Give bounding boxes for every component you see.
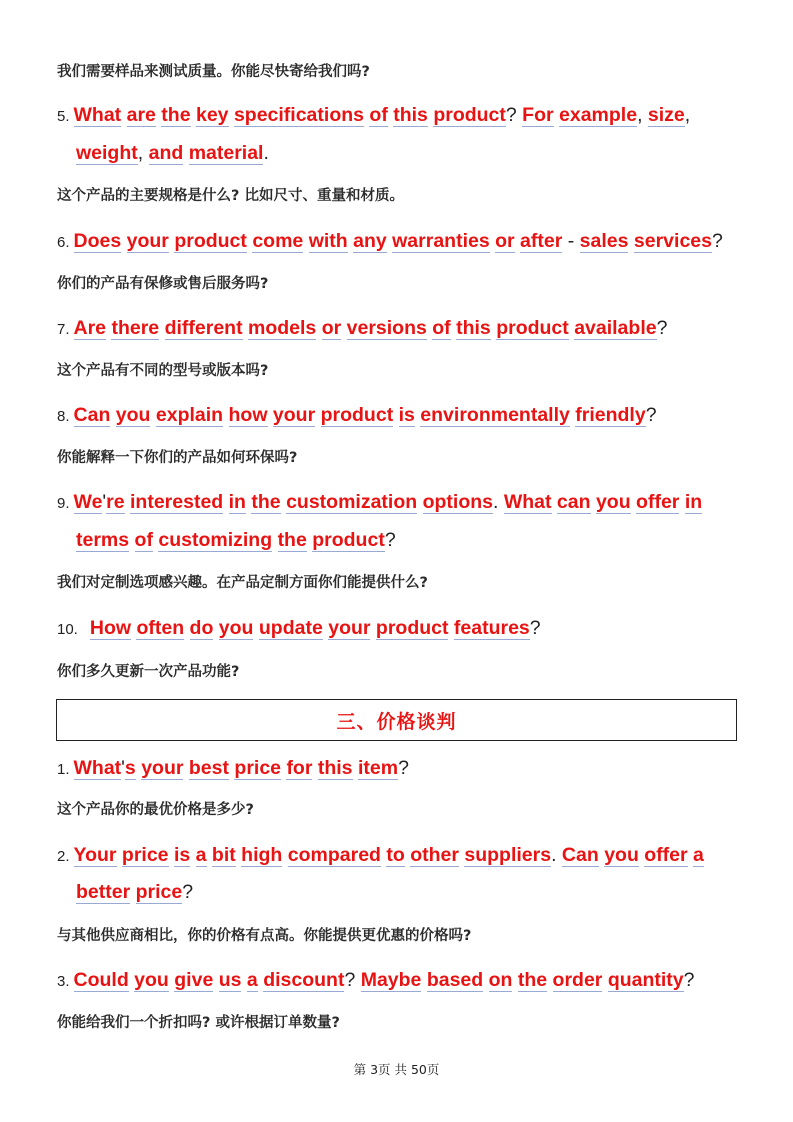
english-word: price [135,881,183,903]
english-word: give [174,969,214,991]
english-word: with [308,230,348,252]
english-word: features [453,617,530,639]
zh-translation-q7: 这个产品有不同的型号或版本吗? [57,363,269,379]
word-space [316,317,321,339]
question-q5 [57,96,747,136]
english-word: for [286,757,313,779]
english-word: better [76,881,131,903]
english-word: bit [211,844,236,866]
punctuation: , [684,104,691,126]
word-space [303,230,308,252]
question-p1 [57,749,747,789]
english-word: product [496,317,569,339]
english-word: of [369,104,388,126]
word-space [184,617,189,639]
word-space [602,969,607,991]
punctuation: ' [102,491,107,513]
word-space [121,230,126,252]
question-number: 10. [57,621,78,638]
english-word: How [89,617,132,639]
english-word: other [410,844,459,866]
question-number: 1. [57,761,70,778]
english-word: can [556,491,591,513]
english-word: Can [561,844,599,866]
punctuation: ' [121,757,125,779]
english-word: What [73,104,122,126]
english-word: customization [286,491,418,513]
english-word: order [552,969,603,991]
english-word: this [456,317,491,339]
english-word: discount [263,969,345,991]
question-p2-continued [57,873,766,911]
english-word: is [173,844,191,866]
english-word: Are [73,317,107,339]
english-word: What [73,757,122,779]
punctuation: , [137,142,149,164]
english-word: your [328,617,371,639]
english-word: you [115,404,151,426]
word-space [272,529,277,551]
english-word: Could [73,969,129,991]
word-space [483,969,488,991]
english-word: s [124,757,136,779]
word-space [315,404,320,426]
question-number: 5. [57,108,70,125]
english-word: different [164,317,243,339]
english-word: is [398,404,415,426]
english-word: size [647,104,685,126]
question-number: 7. [57,321,70,338]
word-space [213,969,218,991]
punctuation: ? [182,881,194,903]
page-footer: 第 3页 共 50页 [353,1062,440,1077]
punctuation: ? [384,529,396,551]
english-word: price [234,757,282,779]
english-word: services [633,230,712,252]
question-number: 9. [57,495,70,512]
question-q5-continued [57,134,766,172]
punctuation: ? [344,969,361,991]
english-word: there [111,317,160,339]
english-word: product [375,617,449,639]
english-word: offer [644,844,688,866]
english-word: models [248,317,317,339]
punctuation: ? [505,104,523,126]
english-word: best [188,757,229,779]
english-word: a [195,844,207,866]
english-word: are [126,104,156,126]
english-word: the [161,104,191,126]
english-word: the [517,969,548,991]
punctuation: . [263,142,269,164]
punctuation: , [637,104,648,126]
english-word: terms [76,529,130,551]
english-word: weight [76,142,138,164]
word-space [183,142,188,164]
english-word: your [272,404,316,426]
punctuation: . [493,491,504,513]
punctuation: ? [529,617,541,639]
zh-translation-p3: 你能给我们一个折扣吗? 或许根据订单数量? [57,1015,340,1031]
english-word: in [228,491,246,513]
english-word: any [353,230,387,252]
zh-translation-q6: 你们的产品有保修或售后服务吗? [57,276,269,292]
english-word: re [106,491,125,513]
word-space [417,491,422,513]
word-space [213,617,218,639]
english-word: key [195,104,229,126]
english-word: the [251,491,281,513]
english-word: a [693,844,704,866]
question-q9-continued [57,521,766,559]
english-word: you [595,491,631,513]
punctuation: - [562,230,580,252]
word-space [223,491,228,513]
zh-translation-q9: 我们对定制选项感兴趣。在产品定制方面你们能提供什么? [57,575,428,591]
english-word: this [393,104,428,126]
english-word: how [228,404,268,426]
word-space [223,404,228,426]
question-number: 6. [57,234,70,251]
english-word: price [121,844,169,866]
word-space [547,969,552,991]
punctuation: ? [645,404,657,426]
question-number: 2. [57,848,70,865]
question-q8 [57,396,747,436]
english-word: specifications [233,104,364,126]
english-word: after [520,230,563,252]
english-word: of [432,317,451,339]
english-word: options [422,491,493,513]
punctuation: ? [683,969,695,991]
english-word: or [495,230,515,252]
english-word: product [312,529,385,551]
english-word: and [148,142,184,164]
zh-translation-q10: 你们多久更新一次产品功能? [57,664,240,680]
english-word: customizing [158,529,273,551]
english-word: We [73,491,103,513]
question-q10 [57,609,747,649]
english-word: you [218,617,254,639]
punctuation: ? [711,230,723,252]
english-word: come [252,230,304,252]
question-q9 [57,483,747,523]
english-word: us [218,969,242,991]
question-number: 3. [57,973,70,990]
english-word: compared [287,844,381,866]
english-word: or [321,317,342,339]
word-space [341,317,346,339]
english-word: the [277,529,307,551]
question-number: 8. [57,408,70,425]
section-title: 三、价格谈判 [336,710,457,733]
word-space [130,881,135,903]
word-space [121,104,126,126]
word-space [421,969,426,991]
english-word: to [386,844,405,866]
english-word: Can [73,404,111,426]
punctuation: ? [656,317,668,339]
english-word: available [574,317,657,339]
word-space [159,317,164,339]
english-word: What [503,491,552,513]
english-word: item [357,757,399,779]
english-word: on [488,969,513,991]
word-space [679,491,684,513]
punctuation: ? [398,757,409,779]
english-word: you [604,844,639,866]
english-word: explain [155,404,224,426]
english-word: based [426,969,484,991]
zh-translation-p1: 这个产品你的最优价格是多少? [57,802,254,818]
word-space [393,404,398,426]
english-word: you [134,969,169,991]
english-word: this [317,757,353,779]
english-word: do [189,617,214,639]
english-word: your [126,230,169,252]
english-word: suppliers [464,844,552,866]
question-q6 [57,222,747,262]
english-word: Does [73,230,122,252]
word-space [282,844,287,866]
english-word: offer [636,491,680,513]
question-p3 [57,961,747,1001]
english-word: in [684,491,703,513]
word-space [110,404,115,426]
english-word: example [559,104,638,126]
zh-translation-q5: 这个产品的主要规格是什么? 比如尺寸、重量和材质。 [57,188,404,204]
english-word: high [241,844,283,866]
word-space [190,844,195,866]
english-word: For [522,104,554,126]
english-word: friendly [575,404,646,426]
english-word: update [258,617,323,639]
word-space [129,529,134,551]
english-word: warranties [392,230,490,252]
english-word: often [136,617,185,639]
zh-translation-p2: 与其他供应商相比，你的价格有点高。你能提供更优惠的价格吗? [57,928,472,944]
zh-translation-q4: 我们需要样品来测试质量。你能尽快寄给我们吗? [57,64,370,80]
question-p2 [57,836,747,876]
english-word: sales [579,230,629,252]
english-word: material [188,142,264,164]
question-q7 [57,309,747,349]
english-word: Your [73,844,117,866]
english-word: product [320,404,394,426]
section-header-box [56,699,737,741]
english-word: Maybe [360,969,422,991]
english-word: product [433,104,506,126]
english-word: of [134,529,153,551]
english-word: interested [130,491,224,513]
english-word: your [141,757,184,779]
english-word: a [246,969,258,991]
english-word: versions [346,317,427,339]
english-word: environmentally [420,404,570,426]
punctuation: . [551,844,562,866]
english-word: quantity [607,969,684,991]
english-word: product [174,230,247,252]
zh-translation-q8: 你能解释一下你们的产品如何环保吗? [57,450,298,466]
